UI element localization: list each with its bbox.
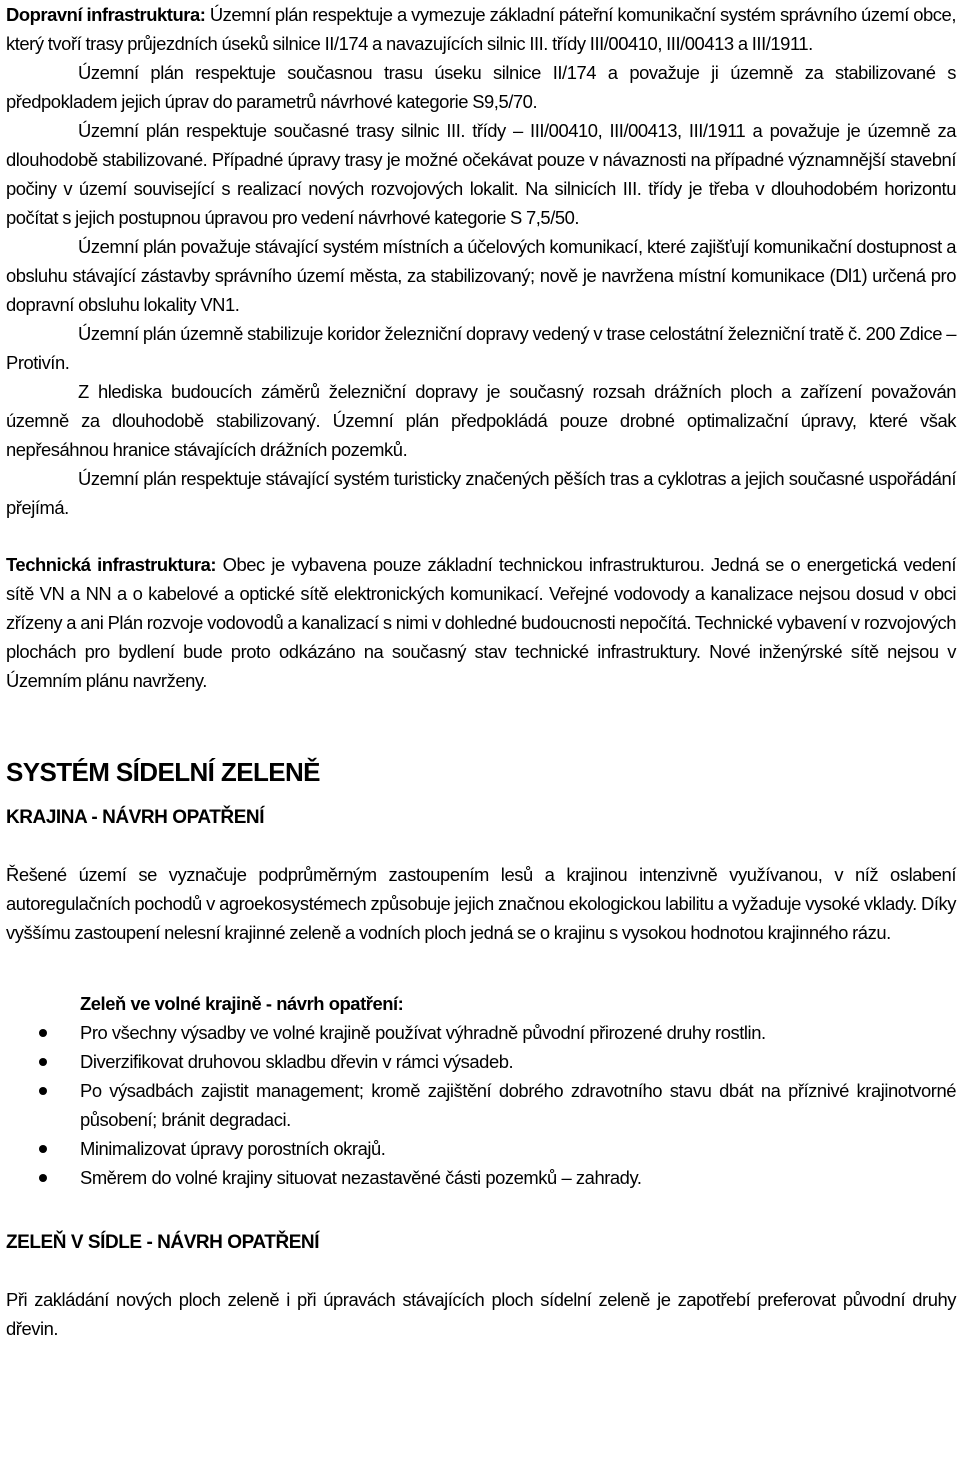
- list-item: [6, 1163, 956, 1192]
- transport-paragraph-3: Územní plán respektuje současné trasy silnic III. třídy – III/00410, III/00413, III/1911 a považuje je územně za dlouhodobě stabilizované. Případné úpravy trasy je možné očekávat pouze v návaznosti na případné významnější stavební počiny v území související s realizací nových rozvojových lokalit. Na silnicích III. třídy je třeba v dlouhodobém horizontu počítat s jejich postupnou úpravou pro vedení návrhové kategorie S 7,5/50.: [6, 120, 956, 228]
- list-item-text: Minimalizovat úpravy porostních okrajů.: [80, 1138, 386, 1159]
- transport-paragraph-5: Územní plán územně stabilizuje koridor železniční dopravy vedený v trase celostátní železniční tratě č. 200 Zdice – Protivín.: [6, 323, 956, 373]
- transport-paragraph-2: Územní plán respektuje současnou trasu úseku silnice II/174 a považuje ji územně za stabilizované s předpokladem jejich úprav do parametrů návrhové kategorie S9,5/70.: [6, 62, 956, 112]
- transport-paragraph-7: Územní plán respektuje stávající systém turisticky značených pěších tras a cyklotras a jejich současné uspořádání přejímá.: [6, 468, 956, 518]
- bullet-icon: [39, 1145, 47, 1153]
- subheading-settlement: ZELEŇ V SÍDLE - NÁVRH OPATŘENÍ: [6, 1232, 320, 1253]
- spacer: [6, 789, 956, 803]
- spacer: [6, 522, 956, 550]
- spacer: [6, 947, 956, 989]
- list-item-text: Pro všechny výsadby ve volné krajině používat výhradně původní přirozené druhy rostlin.: [80, 1022, 766, 1043]
- list-item: [6, 1076, 956, 1134]
- transport-lead: Dopravní infrastruktura:: [6, 4, 206, 25]
- bullet-icon: [39, 1174, 47, 1182]
- list-item-text: Směrem do volné krajiny situovat nezastavěné části pozemků – zahrady.: [80, 1167, 642, 1188]
- list-item-text: Po výsadbách zajistit management; kromě zajištění dobrého zdravotního stavu dbát na příznivé krajinotvorné působení; bránit degradaci.: [80, 1080, 956, 1130]
- technical-paragraph: [6, 550, 956, 695]
- spacer: [6, 1257, 956, 1285]
- technical-text: Obec je vybavena pouze základní technickou infrastrukturou. Jedná se o energetická vedení sítě VN a NN a o kabelové a optické sítě elektronických komunikací. Veřejné vodovody a kanalizace nejsou dosud v obci zřízeny a ani Plán rozvoje vodovodů a kanalizací s nimi v dohledné budoucnosti nepočítá. Technické vybavení v rozvojových plochách pro bydlení bude proto odkázáno na současný stav technické infrastruktury. Nové inženýrské sítě nejsou v Územním plánu navrženy.: [6, 554, 956, 691]
- transport-paragraph-1: [6, 0, 956, 58]
- list-item: [6, 1047, 956, 1076]
- bullet-icon: [39, 1058, 47, 1066]
- technical-lead: Technická infrastruktura:: [6, 554, 217, 575]
- settlement-paragraph: Při zakládání nových ploch zeleně i při úpravách stávajících ploch sídelní zeleně je zapotřebí preferovat původní druhy dřevin.: [6, 1289, 956, 1339]
- spacer: [6, 1192, 956, 1228]
- spacer: [6, 695, 956, 755]
- transport-paragraph-4: Územní plán považuje stávající systém místních a účelových komunikací, které zajišťují komunikační dostupnost a obsluhu stávající zástavby správního území města, za stabilizovaný; nově je navržena místní komunikace (Dl1) určená pro dopravní obsluhu lokality VN1.: [6, 236, 956, 315]
- section-heading-greenery: SYSTÉM SÍDELNÍ ZELENĚ: [6, 757, 320, 787]
- bullet-icon: [39, 1087, 47, 1095]
- document-page: [6, 0, 956, 1343]
- landscape-paragraph: Řešené území se vyznačuje podprůměrným zastoupením lesů a krajinou intenzivně využívanou, v níž oslabení autoregulačních pochodů v agroekosystémech způsobuje jejich značnou ekologickou labilitu a vyžaduje vysoké vklady. Díky vyššímu zastoupení nelesní krajinné zeleně a vodních ploch jedná se o krajinu s vysokou hodnotou krajinného rázu.: [6, 864, 956, 943]
- list-item: [6, 1134, 956, 1163]
- subheading-landscape: KRAJINA - NÁVRH OPATŘENÍ: [6, 807, 265, 828]
- spacer: [6, 832, 956, 860]
- list-item-text: Diverzifikovat druhovou skladbu dřevin v rámci výsadeb.: [80, 1051, 514, 1072]
- list-item: [6, 1018, 956, 1047]
- transport-paragraph-6: Z hlediska budoucích záměrů železniční dopravy je současný rozsah drážních ploch a zařízení považován územně za dlouhodobě stabilizovaný. Územní plán předpokládá pouze drobné optimalizační úpravy, které však nepřesáhnou hranice stávajících drážních pozemků.: [6, 381, 956, 460]
- measures-list: [6, 1018, 956, 1192]
- bullet-icon: [39, 1029, 47, 1037]
- subheading-open-landscape: Zeleň ve volné krajině - návrh opatření:: [80, 993, 404, 1014]
- transport-p1-text: Územní plán respektuje a vymezuje základní páteřní komunikační systém správního území obce, který tvoří trasy průjezdních úseků silnice II/174 a navazujících silnic III. třídy III/00410, III/00413 a III/1911.: [6, 4, 956, 54]
